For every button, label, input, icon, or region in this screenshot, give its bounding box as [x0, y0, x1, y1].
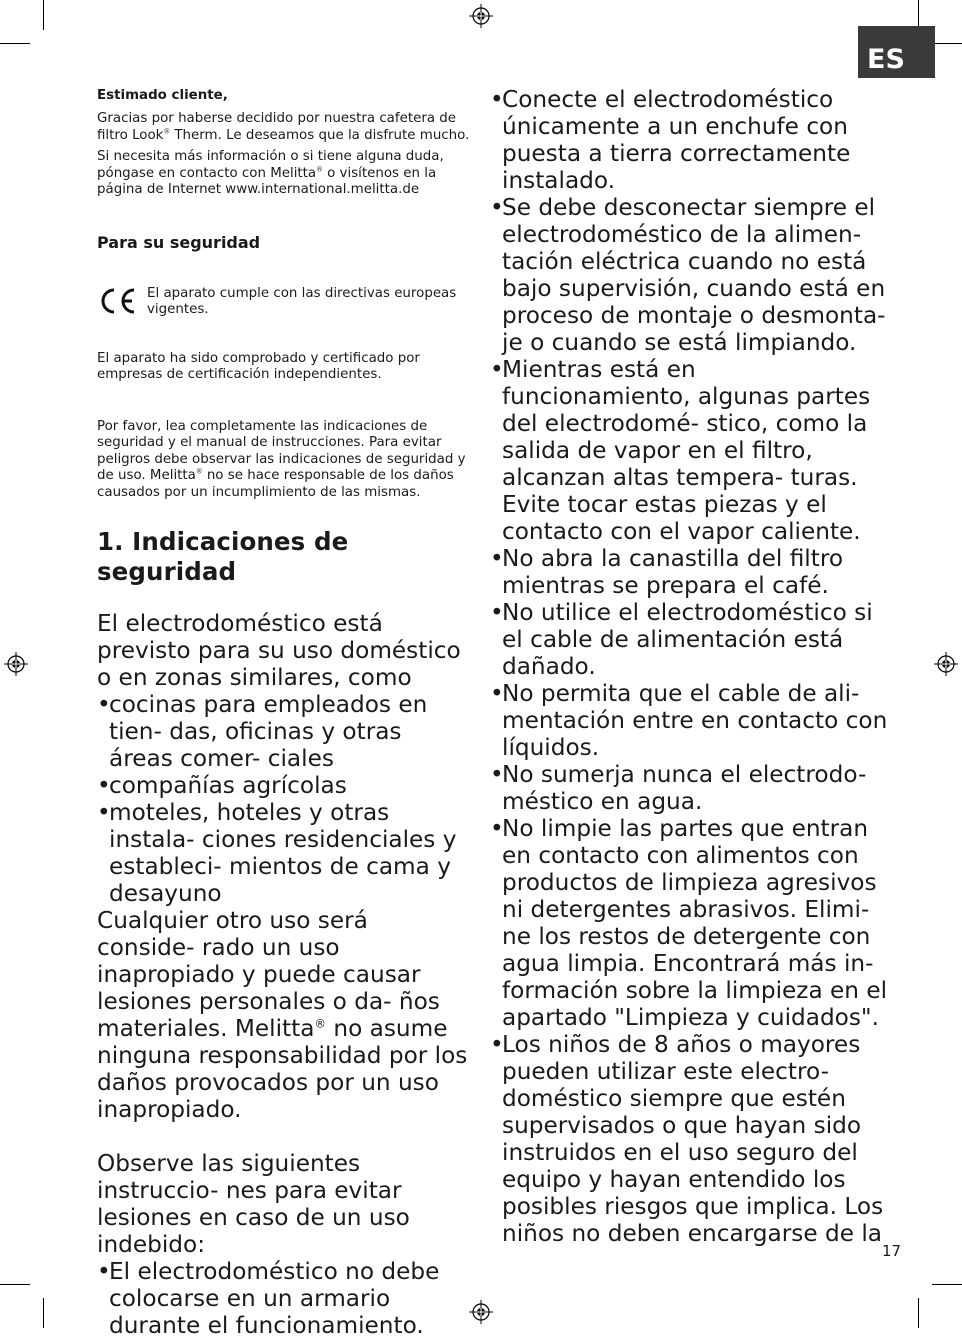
- crop-mark: [0, 43, 30, 44]
- misuse-paragraph: Cualquier otro uso será conside- rado un uso inapropiado y puede causar lesiones personales o da- ños materiales. Melitta® no asume ninguna responsabilidad por los daños provocados por un uso inapropiado.: [97, 907, 468, 1123]
- language-tab: ES: [858, 26, 935, 78]
- page-number: 17: [882, 1242, 902, 1260]
- list-item: • compañías agrícolas: [97, 772, 472, 799]
- observe-text: Observe las siguientes instruccio- nes para evitar lesiones en caso de un uso indebido:: [97, 1150, 410, 1258]
- ce-text: El aparato cumple con las directivas europeas vigentes.: [147, 285, 457, 317]
- list-item: • Se debe desconectar siempre el electrodoméstico de la alimen- tación eléctrica cuando no está bajo supervisión, cuando está en proceso de montaje o desmonta- je o cuando se está limpiando.: [490, 194, 890, 356]
- uses-list: [97, 691, 472, 907]
- crop-mark: [932, 1284, 962, 1285]
- read-instructions-paragraph: Por favor, lea completamente las indicaciones de seguridad y el manual de instrucciones. Para evitar peligros debe observar las indicaciones de seguridad y de uso. Melitta® no se hace responsable de los daños causados por un incumplimiento de las mismas.: [97, 418, 466, 500]
- list-item: • moteles, hoteles y otras instala- ciones residenciales y estableci- mientos de cama y desayuno: [97, 799, 472, 907]
- ce-mark-icon: [97, 286, 139, 316]
- list-item: • Los niños de 8 años o mayores pueden utilizar este electro- doméstico siempre que estén supervisados o que hayan sido instruidos en el uso seguro del equipo y hayan entendido los posibles riesgos que implica. Los niños no deben encargarse de la: [490, 1031, 890, 1247]
- section-heading: 1. Indicaciones de seguridad: [97, 527, 349, 586]
- list-item: • No sumerja nunca el electrodo- méstico en agua.: [490, 761, 890, 815]
- crop-mark: [918, 1298, 919, 1328]
- thanks-paragraph: Gracias por haberse decidido por nuestra cafetera de filtro Look® Therm. Le deseamos que la disfrute mucho.: [97, 111, 470, 143]
- intro-text: El electrodoméstico está previsto para su uso doméstico o en zonas similares, como: [97, 610, 461, 691]
- list-item: • No limpie las partes que entran en contacto con alimentos con productos de limpieza agresivos ni detergentes abrasivos. Elimi- ne los restos de detergente con agua limpia. Encontrará más in- formación sobre la limpieza en el apartado "Limpieza y cuidados".: [490, 815, 890, 1031]
- crop-mark: [0, 1284, 30, 1285]
- list-item: • El electrodoméstico no debe colocarse en un armario durante el funcionamiento.: [97, 1258, 472, 1339]
- crop-mark: [43, 0, 44, 30]
- crop-mark: [43, 1298, 44, 1328]
- list-item: • Conecte el electrodoméstico únicamente a un enchufe con puesta a tierra correctamente instalado.: [490, 86, 890, 194]
- right-safety-list: [490, 86, 890, 1247]
- left-safety-list: [97, 1258, 472, 1339]
- safety-label: Para su seguridad: [97, 232, 261, 252]
- registration-mark-icon: [933, 651, 959, 677]
- certified-text: El aparato ha sido comprobado y certificado por empresas de certificación independientes.: [97, 350, 420, 382]
- list-item: • cocinas para empleados en tien- das, oficinas y otras áreas comer- ciales: [97, 691, 472, 772]
- greeting: Estimado cliente,: [97, 88, 228, 103]
- list-item: • No abra la canastilla del filtro mientras se prepara el café.: [490, 545, 890, 599]
- left-column: [97, 88, 472, 1339]
- list-item: • No permita que el cable de ali- mentación entre en contacto con líquidos.: [490, 680, 890, 761]
- list-item: • Mientras está en funcionamiento, algunas partes del electrodomé- stico, como la salida de vapor en el filtro, alcanzan altas tempera- turas. Evite tocar estas piezas y el contacto con el vapor caliente.: [490, 356, 890, 545]
- registration-mark-icon: [468, 3, 494, 29]
- crop-mark: [932, 43, 962, 44]
- list-item: • No utilice el electrodoméstico si el cable de alimentación está dañado.: [490, 599, 890, 680]
- registration-mark-icon: [3, 651, 29, 677]
- contact-paragraph: Si necesita más información o si tiene alguna duda, póngase en contacto con Melitta® o visítenos en la página de Internet www.international.melitta.de: [97, 149, 444, 197]
- ce-notice: [97, 286, 472, 318]
- right-column: [490, 86, 890, 1247]
